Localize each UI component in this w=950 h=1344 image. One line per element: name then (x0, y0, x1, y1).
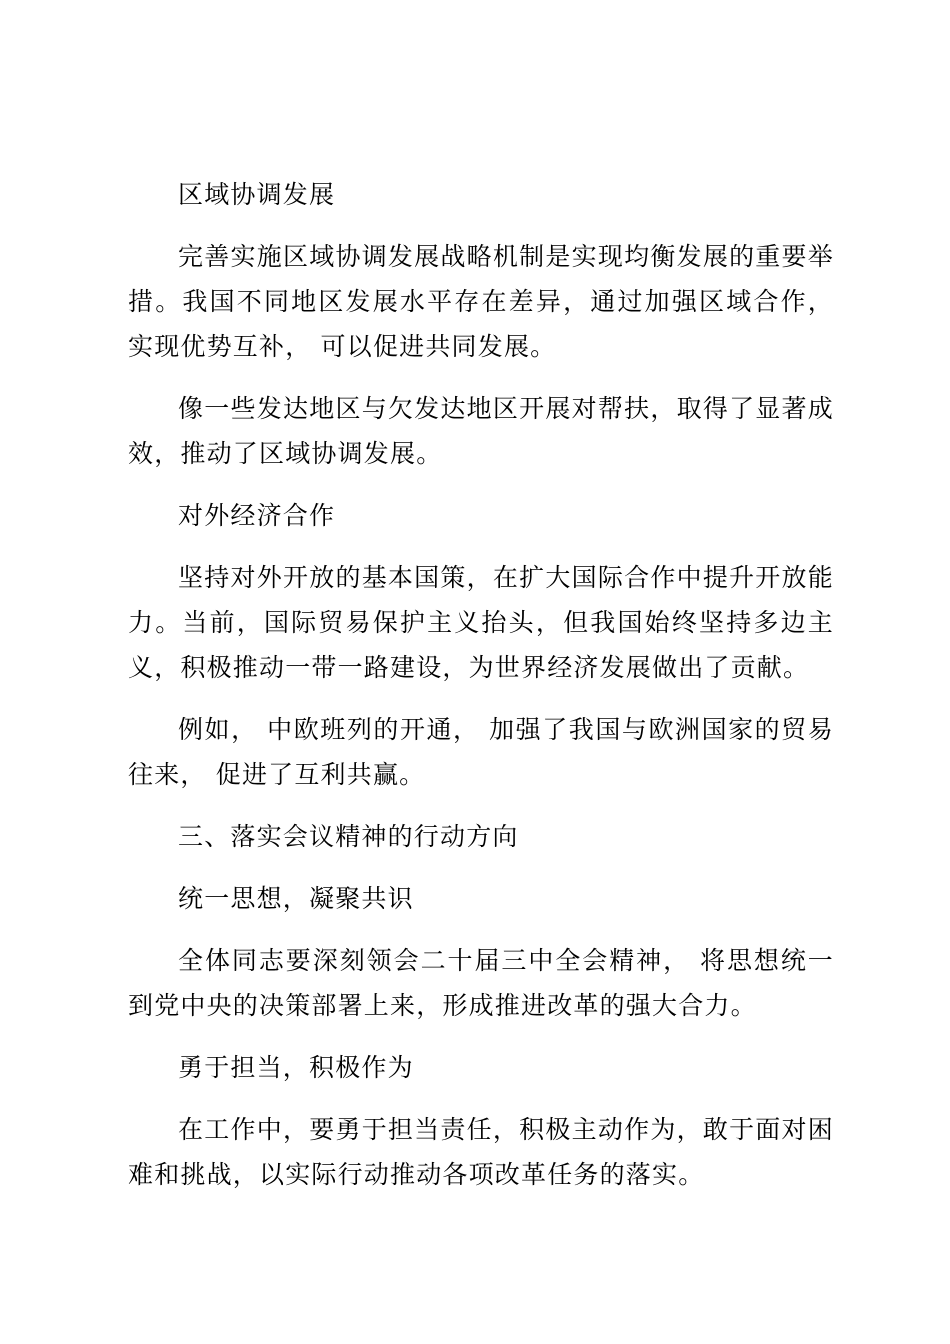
paragraph-regional-example: 像一些发达地区与欠发达地区开展对帮扶，取得了显著成效，推动了区域协调发展。 (128, 394, 834, 468)
paragraph-regional-mechanism: 完善实施区域协调发展战略机制是实现均衡发展的重要举措。我国不同地区发展水平存在差异，通过加强区域合作，实现优势互补， 可以促进共同发展。 (128, 242, 834, 361)
heading-external-cooperation: 对外经济合作 (178, 501, 336, 530)
document-body (128, 172, 834, 1197)
heading-unify-thinking: 统一思想，凝聚共识 (178, 884, 414, 913)
paragraph-unify-thinking: 全体同志要深刻领会二十届三中全会精神， 将思想统一到党中央的决策部署上来，形成推进改革的强大合力。 (128, 946, 834, 1020)
paragraph-take-responsibility: 在工作中，要勇于担当责任，积极主动作为，敢于面对困难和挑战，以实际行动推动各项改革任务的落实。 (128, 1115, 834, 1189)
heading-take-responsibility: 勇于担当，积极作为 (178, 1053, 414, 1082)
paragraph-opening-up: 坚持对外开放的基本国策，在扩大国际合作中提升开放能力。当前，国际贸易保护主义抬头，但我国始终坚持多边主义，积极推动一带一路建设，为世界经济发展做出了贡献。 (128, 563, 834, 682)
heading-section-three: 三、落实会议精神的行动方向 (178, 822, 519, 851)
paragraph-china-europe-railway: 例如， 中欧班列的开通， 加强了我国与欧洲国家的贸易往来， 促进了互利共赢。 (128, 715, 834, 789)
heading-regional-coordination: 区域协调发展 (178, 180, 336, 209)
